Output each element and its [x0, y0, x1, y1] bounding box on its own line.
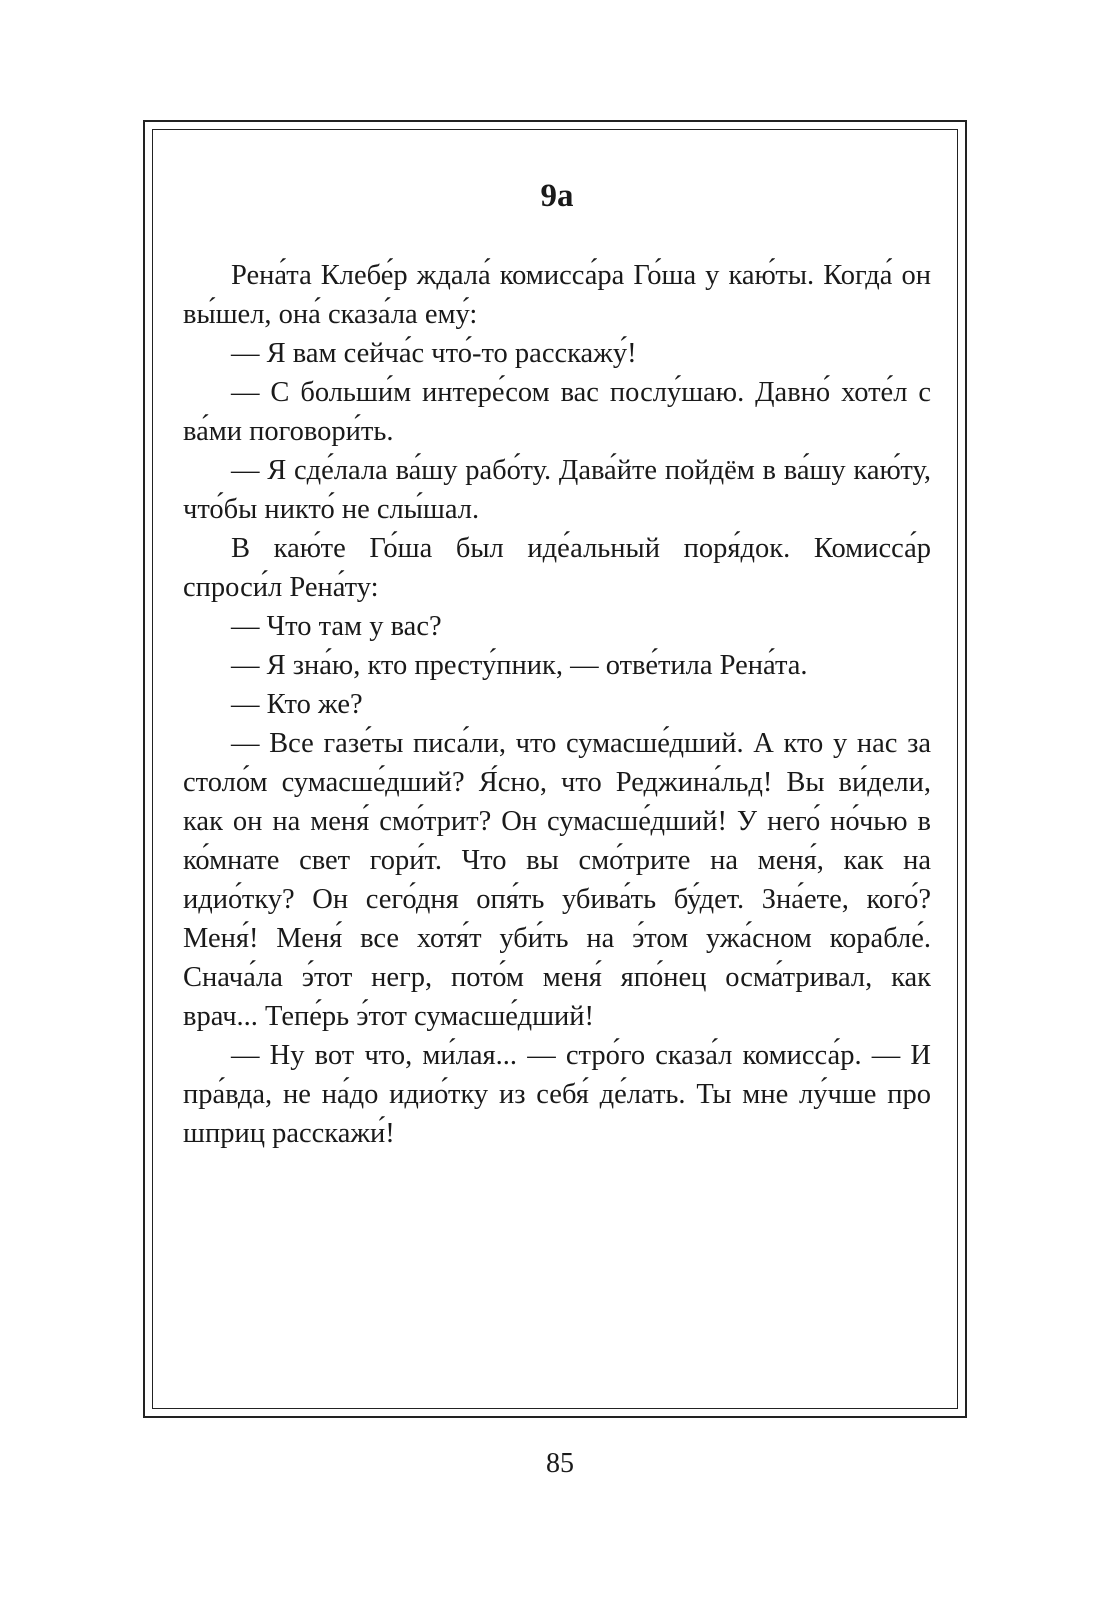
- paragraph: — С больши́м интере́сом вас послу́шаю. Давно́ хоте́л с ва́ми поговори́ть.: [183, 377, 931, 447]
- paragraph: Рена́та Клебе́р ждала́ комисса́ра Го́ша у каю́ты. Когда́ он вы́шел, она́ сказа́ла ему́:: [183, 260, 931, 330]
- body-text: [183, 256, 931, 1153]
- paragraph: — Я зна́ю, кто престу́пник, — отве́тила Рена́та.: [231, 650, 808, 681]
- chapter-title: 9a: [540, 178, 574, 214]
- paragraph: — Я вам сейча́с что́-то расскажу́!: [231, 338, 637, 369]
- page-content: [183, 176, 931, 1153]
- paragraph: — Все газе́ты писа́ли, что сумасше́дший. А кто у нас за столо́м сумасше́дший? Я́сно, что Реджина́льд! Вы ви́дели, как он на меня́ смо́трит? Он сумасше́дший! У него́ но́чью в ко́мнате свет гори́т. Что вы смо́трите на меня́, как на идио́тку? Он сего́дня опя́ть убива́ть бу́дет. Зна́ете, кого́? Меня́! Меня́ все хотя́т уби́ть на э́том ужа́сном корабле́. Снача́ла э́тот негр, пото́м меня́ япо́нец осма́тривал, как врач... Тепе́рь э́тот сумасше́дший!: [183, 728, 931, 1032]
- paragraph: — Кто же?: [231, 689, 363, 720]
- paragraph: — Я сде́лала ва́шу рабо́ту. Дава́йте пойдём в ва́шу каю́ту, что́бы никто́ не слы́шал.: [183, 455, 931, 525]
- paragraph: В каю́те Го́ша был иде́альный поря́док. Комисса́р спроси́л Рена́ту:: [183, 533, 931, 603]
- paragraph: — Что там у вас?: [231, 611, 442, 642]
- paragraph: — Ну вот что, ми́лая... — стро́го сказа́л комисса́р. — И пра́вда, не на́до идио́тку из себя́ де́лать. Ты мне лу́чше про шприц расскажи́!: [183, 1040, 931, 1149]
- page-number: 85: [546, 1448, 574, 1479]
